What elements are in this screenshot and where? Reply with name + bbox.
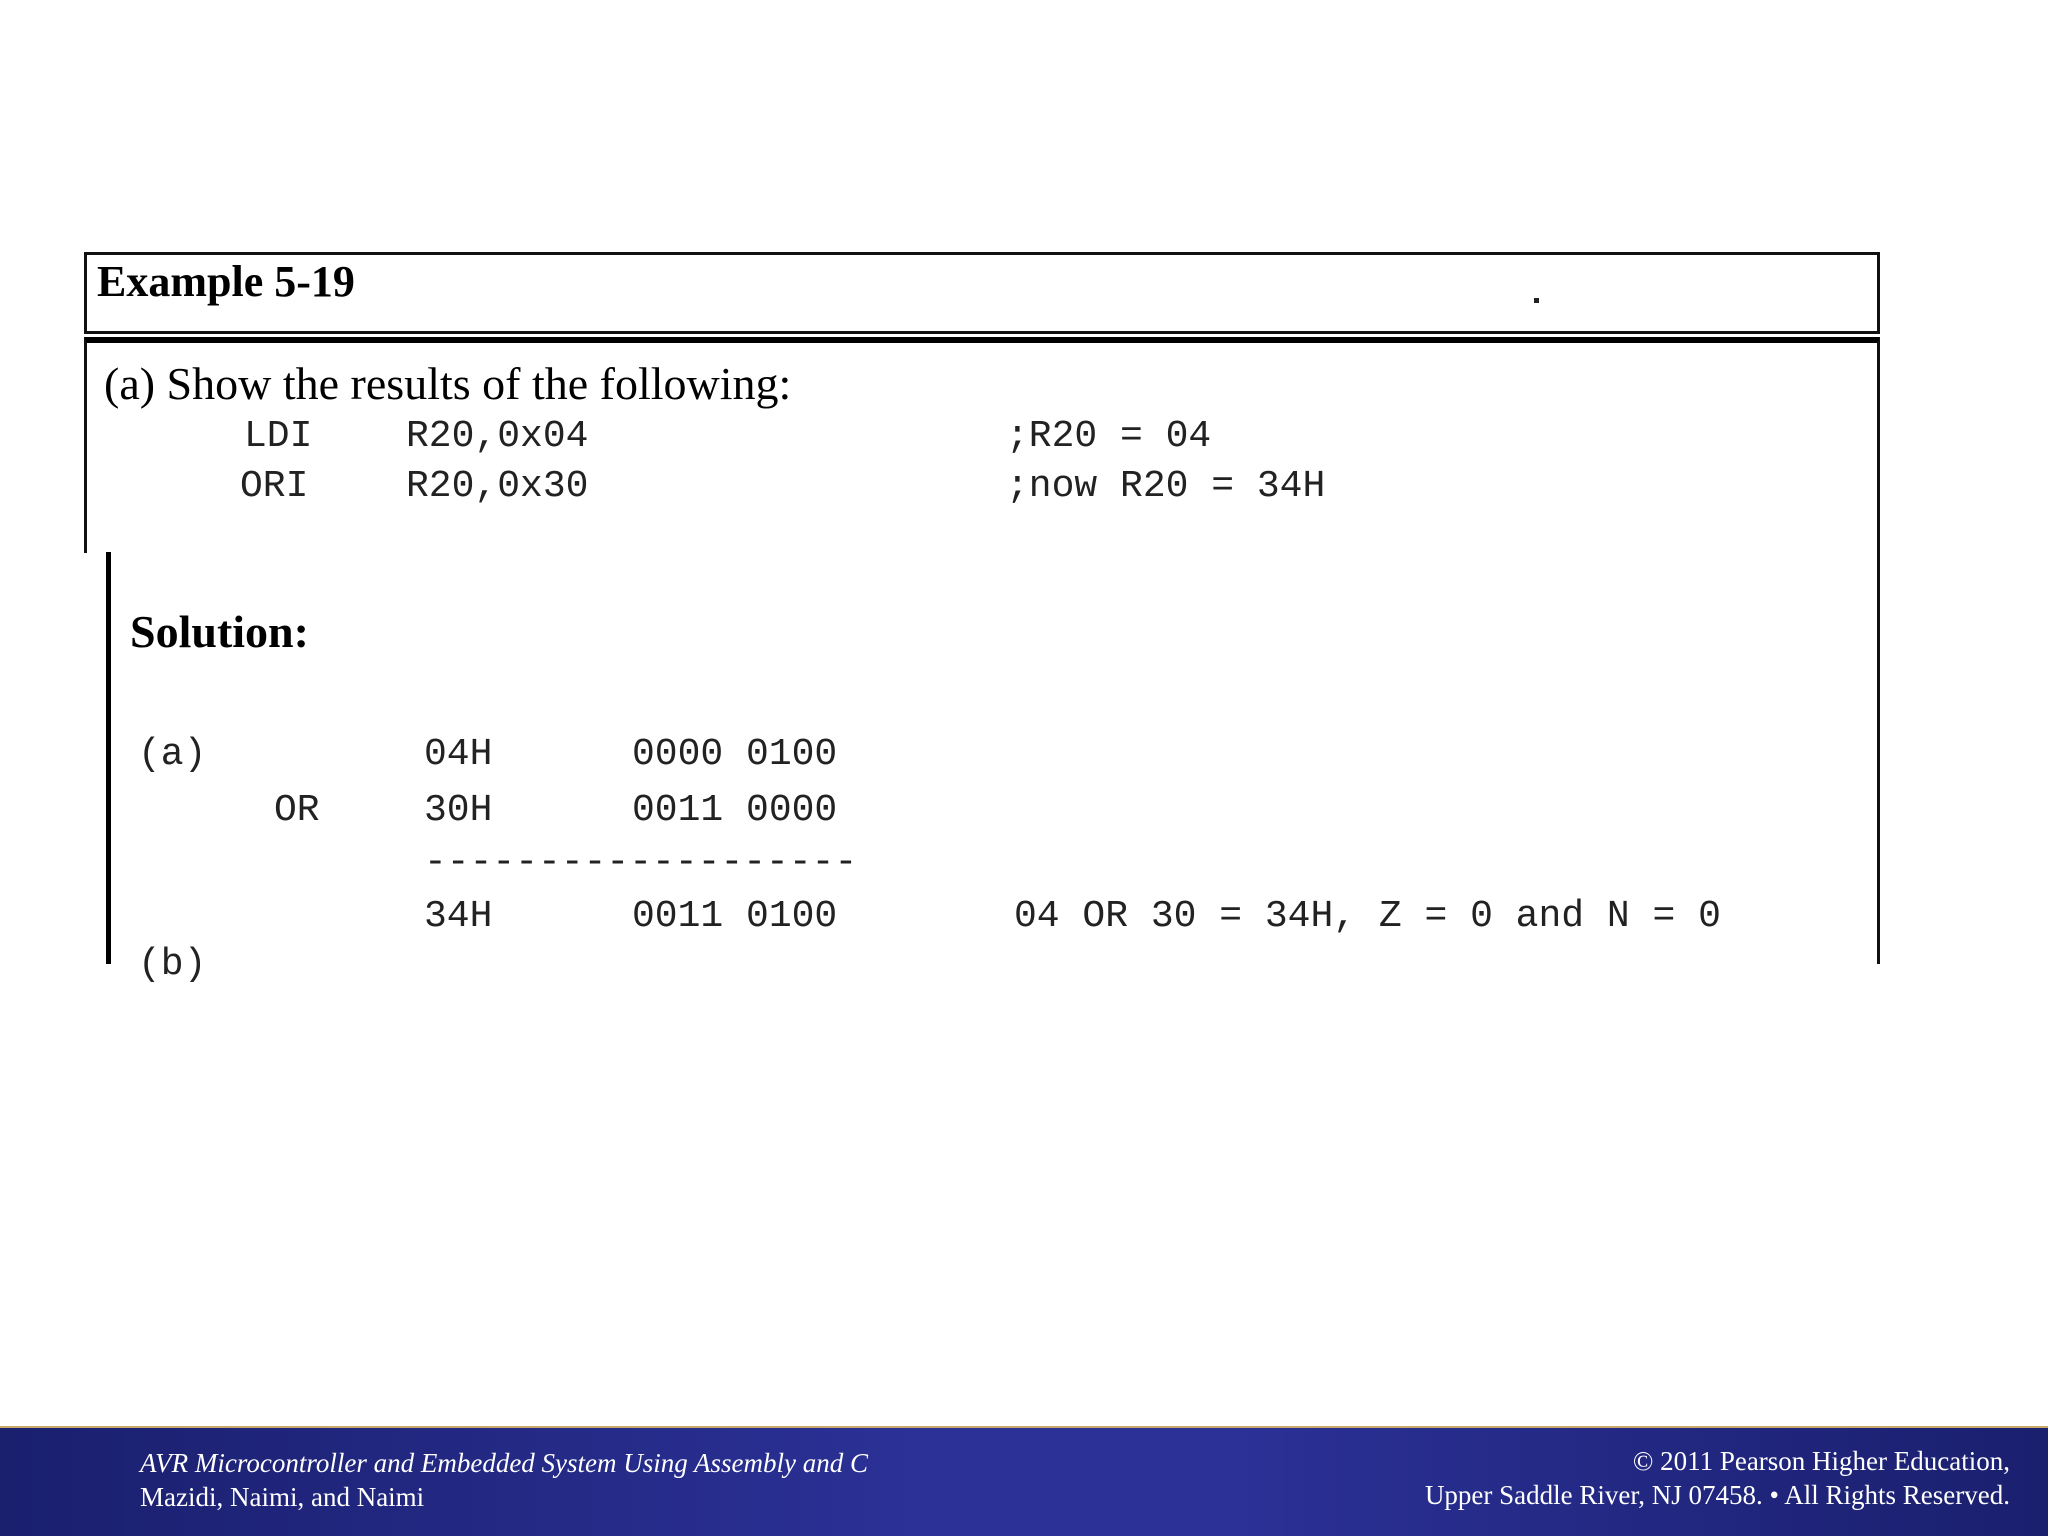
- question-text: (a) Show the results of the following:: [104, 358, 792, 409]
- code-comment-2: ;now R20 = 34H: [1006, 465, 1326, 508]
- separator-line: -------------------: [424, 841, 858, 884]
- code-args-1: R20,0x04: [406, 415, 589, 458]
- example-title: Example 5-19: [97, 257, 355, 306]
- row2-bin: 0011 0000: [632, 789, 838, 832]
- footer-authors: Mazidi, Naimi, and Naimi: [140, 1482, 425, 1512]
- code-op-1: LDI: [244, 415, 313, 458]
- row1-bin: 0000 0100: [632, 733, 838, 776]
- code-args-2: R20,0x30: [406, 465, 589, 508]
- solution-title: Solution:: [130, 606, 309, 657]
- footer-address: Upper Saddle River, NJ 07458. • All Rights Reserved.: [1424, 1480, 2010, 1510]
- stray-dot: [1534, 298, 1539, 303]
- next-part-label: (b): [138, 943, 207, 986]
- result-bin: 0011 0100: [632, 895, 838, 938]
- result-hex: 34H: [424, 895, 493, 938]
- code-comment-1: ;R20 = 04: [1006, 415, 1212, 458]
- row2-hex: 30H: [424, 789, 493, 832]
- row1-hex: 04H: [424, 733, 493, 776]
- code-op-2: ORI: [240, 465, 309, 508]
- footer-copyright: © 2011 Pearson Higher Education,: [1632, 1446, 2010, 1476]
- solution-part-label: (a): [138, 733, 207, 776]
- row2-op: OR: [274, 789, 320, 832]
- result-note: 04 OR 30 = 34H, Z = 0 and N = 0: [1014, 895, 1721, 938]
- next-part-clip: [138, 943, 218, 986]
- footer-book-title: AVR Microcontroller and Embedded System Using Assembly and C: [140, 1448, 869, 1478]
